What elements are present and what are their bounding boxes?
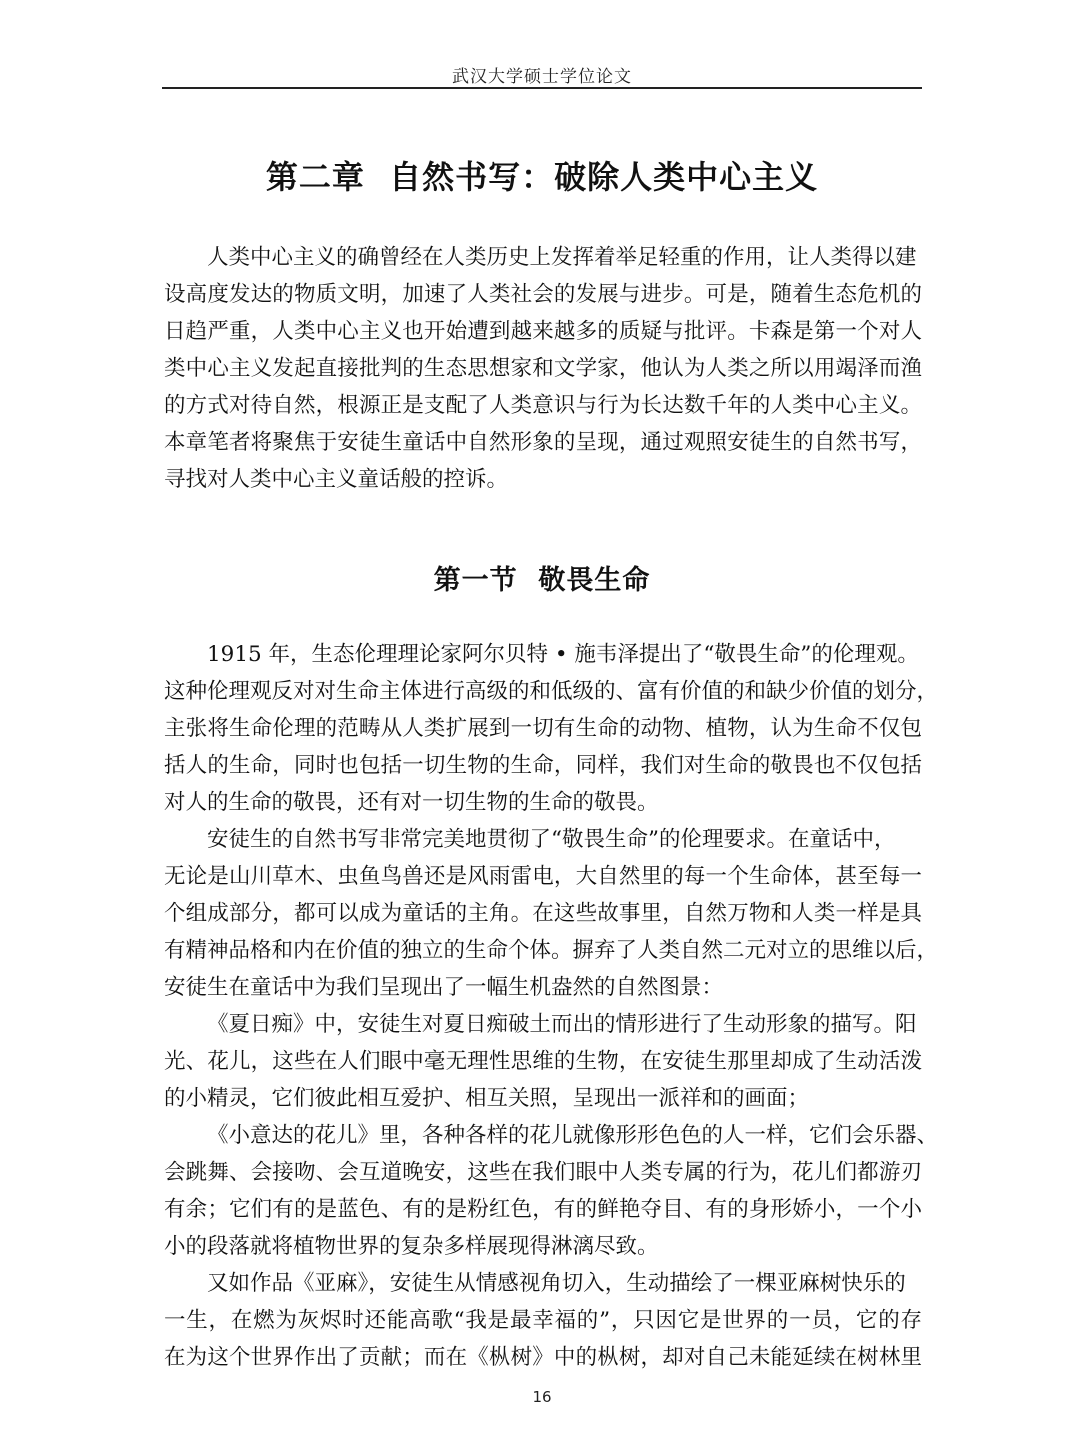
text-line: 小的段落就将植物世界的复杂多样展现得淋漓尽致。 [164, 1234, 659, 1259]
text-line: 有精神品格和内在价值的独立的生命个体。摒弃了人类自然二元对立的思维以后， [164, 938, 939, 963]
text-line: 无论是山川草木、虫鱼鸟兽还是风雨雷电，大自然里的每一个生命体，甚至每一 [164, 864, 922, 889]
text-line: 寻找对人类中心主义童话般的控诉。 [164, 467, 509, 492]
text-line: 设高度发达的物质文明，加速了人类社会的发展与进步。可是，随着生态危机的 [164, 282, 922, 307]
text-line: 对人的生命的敬畏，还有对一切生物的生命的敬畏。 [164, 790, 659, 815]
text-line: 这种伦理观反对对生命主体进行高级的和低级的、富有价值的和缺少价值的划分， [164, 679, 939, 704]
text-line: 的方式对待自然，根源正是支配了人类意识与行为长达数千年的人类中心主义。 [164, 393, 922, 418]
text-line: 光、花儿，这些在人们眼中毫无理性思维的生物，在安徒生那里却成了生动活泼 [164, 1049, 922, 1074]
text-line: 有余；它们有的是蓝色、有的是粉红色，有的鲜艳夺目、有的身形娇小，一个小 [164, 1197, 922, 1222]
text-line: 又如作品《亚麻》，安徒生从情感视角切入，生动描绘了一棵亚麻树快乐的 [207, 1271, 906, 1296]
intro-paragraph [164, 239, 922, 498]
text-line: 日趋严重，人类中心主义也开始遭到越来越多的质疑与批评。卡森是第一个对人 [164, 319, 922, 344]
text-line: 一生，在燃为灰烬时还能高歌“我是最幸福的”，只因它是世界的一员，它的存 [164, 1308, 922, 1333]
text-line: 的小精灵，它们彼此相互爱护、相互关照，呈现出一派祥和的画面； [164, 1086, 810, 1111]
section-body [164, 636, 939, 1376]
text-line: 本章笔者将聚焦于安徒生童话中自然形象的呈现，通过观照安徒生的自然书写， [164, 430, 922, 455]
text-line: 个组成部分，都可以成为童话的主角。在这些故事里，自然万物和人类一样是具 [164, 901, 922, 926]
text-line: 《夏日痴》中，安徒生对夏日痴破土而出的情形进行了生动形象的描写。阳 [207, 1012, 917, 1037]
section-title: 第一节 敬畏生命 [433, 565, 651, 596]
text-line: 主张将生命伦理的范畴从人类扩展到一切有生命的动物、植物，认为生命不仅包 [164, 716, 922, 741]
text-line: 会跳舞、会接吻、会互道晚安，这些在我们眼中人类专属的行为，花儿们都游刃 [164, 1160, 922, 1185]
running-header: 武汉大学硕士学位论文 [452, 67, 632, 87]
text-line: 括人的生命，同时也包括一切生物的生命，同样，我们对生命的敬畏也不仅包括 [164, 753, 922, 778]
text-line: 《小意达的花儿》里，各种各样的花儿就像形形色色的人一样，它们会乐器、 [207, 1123, 939, 1148]
text-line: 安徒生在童话中为我们呈现出了一幅生机盎然的自然图景： [164, 975, 724, 1000]
page-number: 16 [532, 1388, 552, 1406]
chapter-title: 第二章 自然书写：破除人类中心主义 [265, 158, 819, 196]
text-line: 安徒生的自然书写非常完美地贯彻了“敬畏生命”的伦理要求。在童话中， [207, 827, 896, 852]
text-line: 1915 年，生态伦理理论家阿尔贝特 • 施韦泽提出了“敬畏生命”的伦理观。 [207, 642, 919, 667]
text-line: 类中心主义发起直接批判的生态思想家和文学家，他认为人类之所以用竭泽而渔 [164, 356, 922, 381]
text-line: 在为这个世界作出了贡献；而在《枞树》中的枞树，却对自己未能延续在树林里 [164, 1345, 922, 1370]
text-line: 人类中心主义的确曾经在人类历史上发挥着举足轻重的作用，让人类得以建 [207, 245, 917, 270]
header-rule [162, 87, 922, 89]
